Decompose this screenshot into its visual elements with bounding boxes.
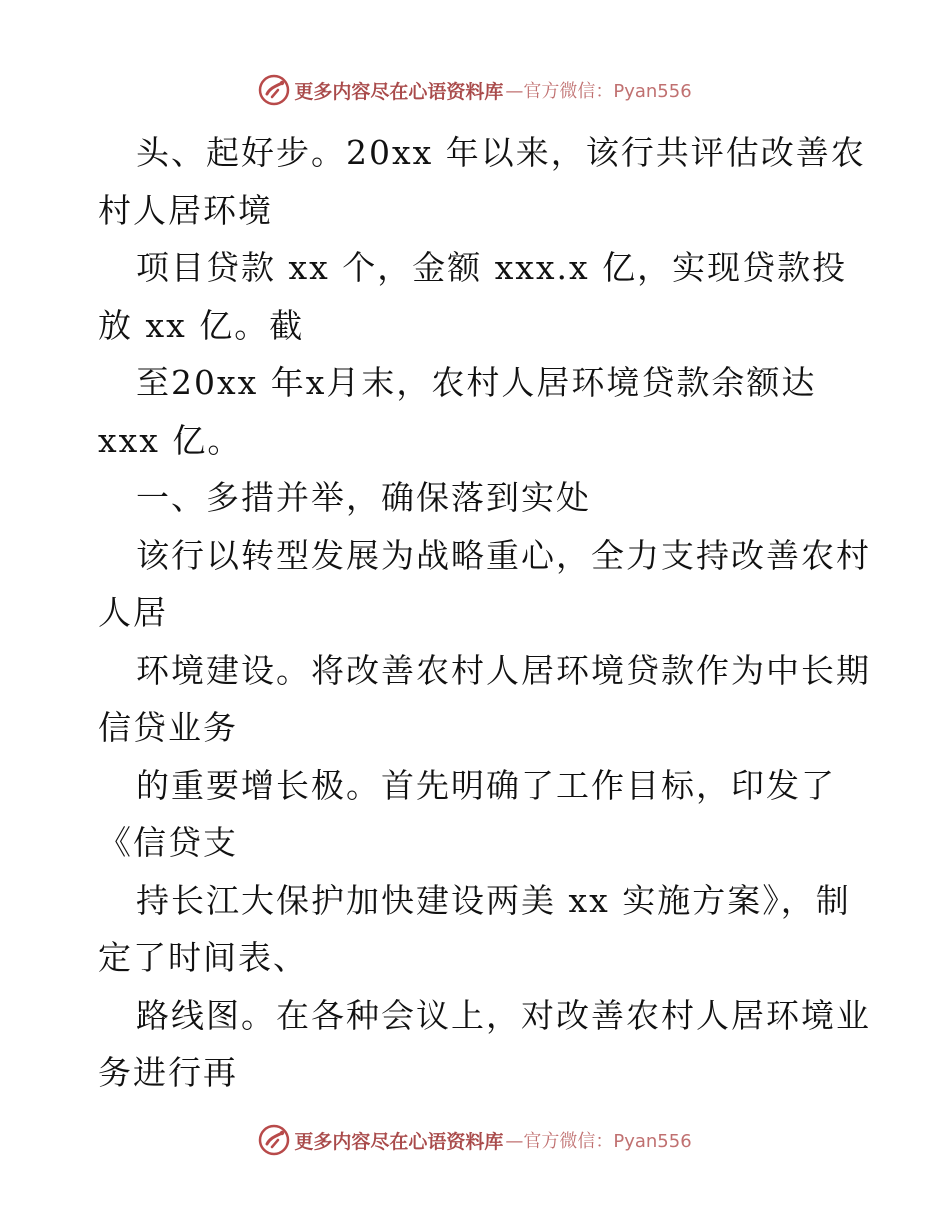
text-line: 村人居环境: [98, 190, 273, 230]
text-line: 《信贷支: [98, 823, 238, 862]
text-line: 务进行再: [98, 1053, 238, 1092]
banner-title: 更多内容尽在心语资料库: [294, 1130, 504, 1153]
header-banner: [0, 70, 950, 110]
text-line: 该行以转型发展为战略重心，全力支持改善农村: [136, 535, 871, 575]
sprout-book-logo-icon: [258, 1124, 290, 1156]
banner-wechat: —官方微信：Pyan556: [505, 81, 692, 102]
text-line: 人居: [98, 593, 168, 632]
document-body: [98, 124, 871, 1102]
text-line: 项目贷款 xx 个，金额 xxx.x 亿，实现贷款投: [136, 248, 848, 287]
text-line: 环境建设。将改善农村人居环境贷款作为中长期: [136, 650, 871, 690]
text-line: 头、起好步。20xx 年以来，该行共评估改善农: [136, 133, 866, 172]
text-line: 信贷业务: [98, 708, 238, 747]
banner-title: 更多内容尽在心语资料库: [294, 80, 504, 103]
text-line: 至20xx 年x月末，农村人居环境贷款余额达: [136, 363, 817, 402]
text-line: 定了时间表、: [98, 938, 308, 977]
banner-wechat: —官方微信：Pyan556: [505, 1131, 692, 1152]
text-line: 持长江大保护加快建设两美 xx 实施方案》，制: [136, 880, 851, 920]
text-line: 路线图。在各种会议上，对改善农村人居环境业: [136, 995, 871, 1035]
footer-banner: [0, 1120, 950, 1160]
text-line: 的重要增长极。首先明确了工作目标，印发了: [136, 765, 836, 805]
text-line: 放 xx 亿。截: [98, 305, 305, 345]
text-line: xxx 亿。: [98, 420, 243, 460]
section-heading: 一、多措并举，确保落到实处: [136, 478, 591, 517]
sprout-book-logo-icon: [258, 74, 290, 106]
